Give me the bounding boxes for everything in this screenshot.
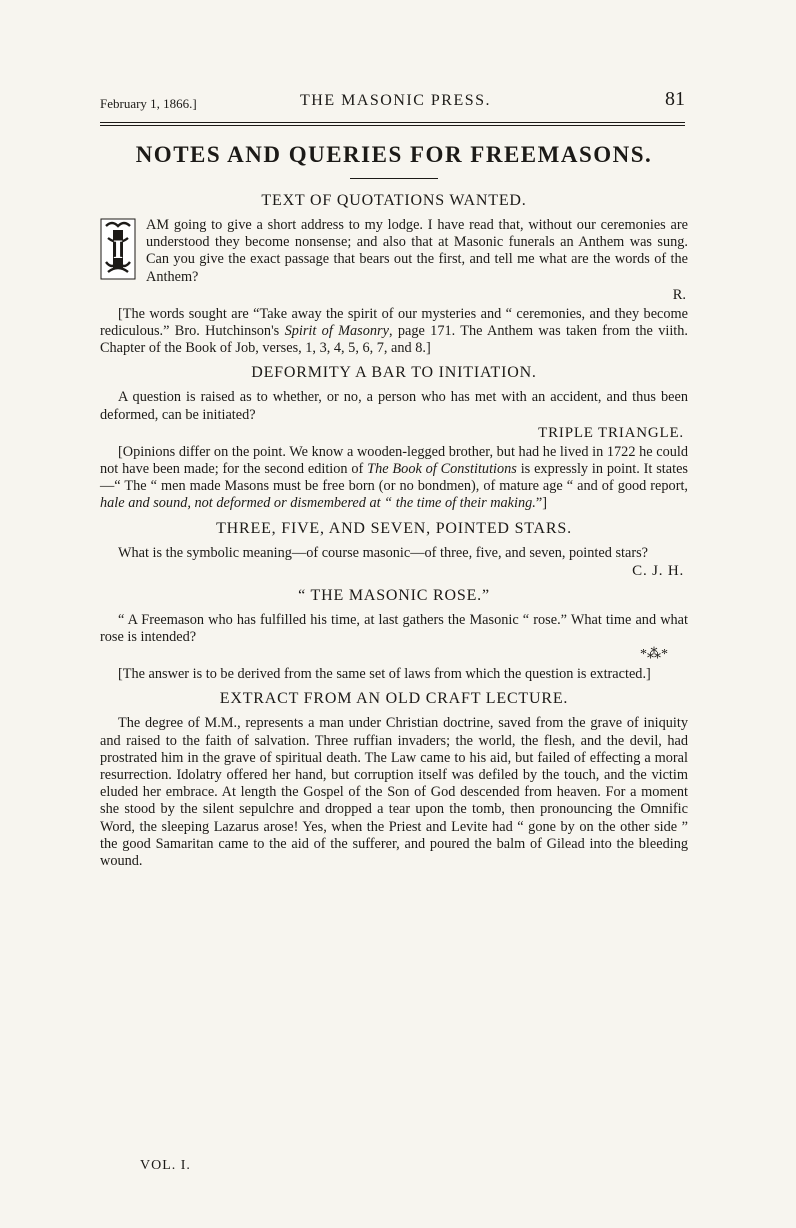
ornamental-drop-cap-icon <box>100 218 136 280</box>
page-number: 81 <box>665 88 685 110</box>
asterism-signature: *⁂* <box>640 647 668 663</box>
answer-text: [The words sought are “Take away the spirit of our mysteries and “ ceremonies, and they become rediculous.” Bro. Hutchinson's <box>100 305 688 340</box>
section-heading: THREE, FIVE, AND SEVEN, POINTED STARS. <box>216 519 572 537</box>
query-text: A question is raised as to whether, or no, a person who has met with an accident, and thus been deformed, can be initiated? <box>100 389 688 423</box>
section-heading: “ THE MASONIC ROSE.” <box>298 586 490 604</box>
signature: TRIPLE TRIANGLE. <box>538 424 684 441</box>
editor-answer: [The answer is to be derived from the same set of laws from which the question is extracted.] <box>118 666 651 683</box>
page-title: NOTES AND QUERIES FOR FREEMASONS. <box>135 142 653 167</box>
header-rule <box>100 122 685 123</box>
section-quotations-wanted <box>100 191 688 357</box>
query-paragraph <box>100 217 688 286</box>
answer-text: , page 171. The Anthem was taken from the viith. Chapter of the Book of Job, verses, 1, 3, 4, 5, 6, 7, and 8.] <box>100 323 689 357</box>
title-divider <box>350 178 438 179</box>
signature: C. J. H. <box>632 562 684 579</box>
section-heading: EXTRACT FROM AN OLD CRAFT LECTURE. <box>219 690 569 708</box>
lecture-text: The degree of M.M., represents a man under Christian doctrine, saved from the grave of iniquity and raised to the faith of salvation. Three ruffian invaders; the world, the flesh, and the devil, had prostrated him in the grave of spiritual death. The Law came to his aid, but failed of effecting a moral resurrection. Idolatry offered her hand, but corruption itself was defiled by the touch, and the victim eluded her embrace. At length the Gospel of the Son of God descended from heaven. For a moment she stood by the silent sepulchre and dropped a tear upon the tomb, then pronouncing the Omnific Word, the sleeping Lazarus arose! Yes, when the Priest and Levite had “ gone by on the other side ” the good Samaritan came to the aid of the sufferer, and poured the balm of Gilead into the bleeding wound. <box>100 715 688 870</box>
query-text: “ A Freemason who has fulfilled his time, at last gathers the Masonic “ rose.” What time and what rose is intended? <box>100 611 688 646</box>
section-deformity <box>100 363 688 512</box>
volume-footer: VOL. I. <box>140 1158 191 1173</box>
section-craft-lecture <box>100 689 688 870</box>
answer-text: is expressly in point. It states—“ The “ men made Masons must be free born (or no bondmen), of mature age “ and of good report, <box>100 461 688 495</box>
header-rule-lower <box>100 125 685 126</box>
answer-text: [Opinions differ on the point. We know a wooden-legged brother, but had he lived in 1722 he could not have been made; for the second edition of <box>100 443 688 478</box>
section-heading: DEFORMITY A BAR TO INITIATION. <box>251 364 537 382</box>
section-masonic-rose <box>100 586 688 684</box>
running-head-date: February 1, 1866.] <box>100 96 197 111</box>
query-text: What is the symbolic meaning—of course masonic—of three, five, and seven, pointed stars? <box>118 544 649 561</box>
answer-italic: hale and sound, not deformed or dismembered at “ the time of their making. <box>100 495 536 512</box>
editor-answer <box>100 444 688 513</box>
answer-text: ”] <box>535 495 547 512</box>
editor-answer <box>100 306 688 358</box>
article-column <box>100 142 688 876</box>
answer-italic: Spirit of Masonry <box>284 323 389 340</box>
section-pointed-stars <box>100 519 688 580</box>
answer-italic: The Book of Constitutions <box>367 461 517 478</box>
running-head-title: THE MASONIC PRESS. <box>300 92 492 109</box>
signature: R. <box>672 286 686 303</box>
drop-cap-letter: I <box>112 235 124 264</box>
section-heading: TEXT OF QUOTATIONS WANTED. <box>261 192 527 209</box>
running-head <box>100 88 685 114</box>
query-text: AM going to give a short address to my lodge. I have read that, without our ceremonies are understood they become nonsense; and also that at Masonic funerals an Anthem was sung. Can you give the exact passage that bears out the first, and tell me what are the words of the Anthem? <box>146 217 688 285</box>
